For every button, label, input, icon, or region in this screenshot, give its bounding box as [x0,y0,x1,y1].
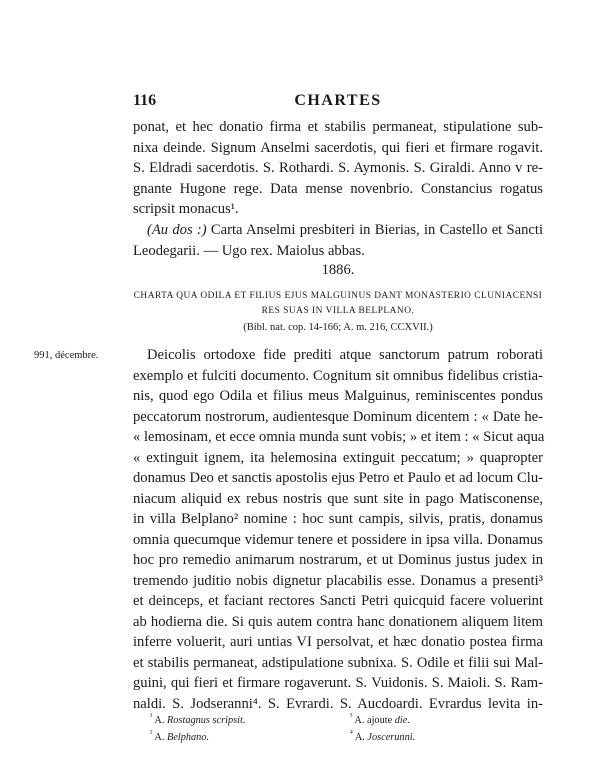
footnote [150,712,320,729]
text-line: gnante Hugone rege. Data mense novenbrio. Constancius rogatus [133,180,543,197]
footnote-mark: ¹ [150,711,153,721]
text-line: Deicolis ortodoxe fide prediti atque sanctorum patrum roborati [147,347,543,363]
footnote [150,729,320,746]
text-line: et stabilis permaneat, adstipulatione subnixa. S. Odile et filii sui Mal- [133,654,543,671]
footnote-text: Joscerunni. [367,732,416,743]
footnote-text: Belphano. [167,732,210,743]
dorse-label: (Au dos :) [147,222,207,238]
text-line: exemplo et fulciti documento. Cognitum sit omnibus fidelibus cristia- [133,367,543,384]
text-line: omnia quecumque videmur tenere et possidere in ipsa villa. Donamus [133,531,543,548]
margin-date: 991, décembre. [34,350,99,361]
text-line: ab hodierna die. Si quis autem contra hanc donationem aliquem litem [133,613,543,630]
charter-body [133,345,543,714]
footnote-prefix: A. [154,732,165,743]
text-line: in villa Belplano² nomine : hoc sunt campis, silvis, pratis, donamus [133,511,543,527]
heading-line: RES SUAS IN VILLA BELPLANO. [261,306,415,316]
text-line: Leodegarii. — Ugo rex. Maiolus abbas. [133,242,365,259]
text-line: S. Eldradi sacerdotis. S. Rothardi. S. Aymonis. S. Giraldi. Anno v re- [133,160,543,176]
footnote [350,729,520,746]
footnote-prefix: A. ajoute [354,715,393,726]
text-line: scripsit monacus¹. [133,201,239,217]
footnotes-left [150,712,320,746]
text-line [133,220,543,241]
footnote-prefix: A. [354,732,365,743]
page-header [133,92,543,112]
footnote-mark: ² [150,728,153,738]
footnote-mark: ⁴ [350,728,353,738]
dorse-text: Carta Anselmi presbiteri in Bierias, in Castello et Sancti [210,222,543,238]
text-line: et deinceps, et faciant rectores Sancti Petri quicquid facere voluerint [133,593,543,609]
text-line: donamus Deo et sanctis apostolis ejus Petro et Paulo et ad locum Clu- [133,470,543,486]
footnote-mark: ³ [350,711,353,721]
footnote [350,712,520,729]
text-line: tremendo juditio nobis dignetur placabilis esse. Donamus a presenti³ [133,572,543,589]
dorse-note [133,220,543,261]
heading-line: CHARTA QUA ODILA ET FILIUS EJUS MALGUINUS DANT MONASTERIO CLUNIACENSI [133,291,543,301]
footnote-text: die. [394,715,410,726]
footnotes-right [350,712,520,746]
text-line: inferre voluerit, auri untias VI persolvat, et hæc donatio postea firma [133,634,543,650]
text-line: niacum aliquid ex rebus nostris que sunt site in pago Matisconense, [133,490,543,507]
text-line: nis, quod ego Odila et filius meus Malguinus, reminiscentes pondus [133,388,543,404]
text-line: « extinguit ignem, ita helemosina extinguit peccatum; » quapropter [133,449,543,466]
text-line: guini, qui fieri et firmare rogaverunt. S. Vuidonis. S. Maioli. S. Ram- [133,675,543,691]
running-title: CHARTES [294,92,382,109]
source-reference: (Bibl. nat. cop. 14-166; A. m. 216, CCXVII.) [243,322,433,333]
text-line: naldi. S. Jodseranni⁴. S. Evrardi. S. Aucdoardi. Evrardus levita in- [133,695,543,712]
charter-heading [133,289,543,319]
previous-charter-end [133,117,543,220]
footnote-prefix: A. [154,715,165,726]
charter-number: 1886. [321,262,355,278]
footnote-text: Rostagnus scripsit. [167,715,246,726]
text-line: « lemosinam, et ecce omnia munda sunt vobis; » et item : « Sicut aqua [133,429,545,445]
text-line: ponat, et hec donatio firma et stabilis permaneat, stipulatione sub- [133,119,543,135]
text-line: hoc pro remedio animarum nostrarum, et ut Dominus justus judex in [133,552,543,568]
text-line: nixa deinde. Signum Anselmi sacerdotis, qui fieri et firmare rogavit. [133,139,543,156]
page-number: 116 [133,92,157,109]
text-line: peccatorum nostrorum, audientesque Dominum dicentem : « Date he- [133,408,543,425]
